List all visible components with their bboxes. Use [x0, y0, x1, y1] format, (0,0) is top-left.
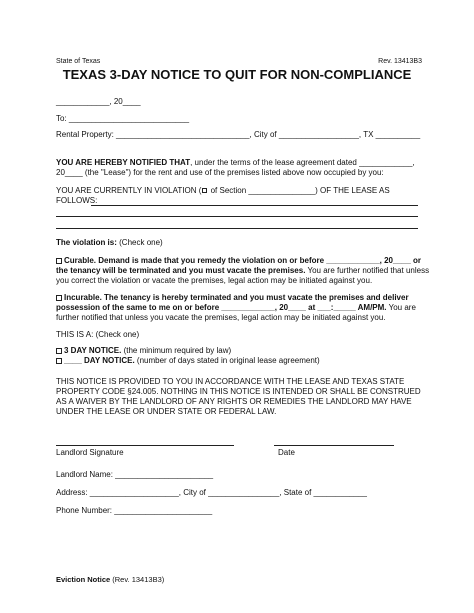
legal-notice-line-3: AS A WAIVER BY THE LANDLORD OF ANY RIGHTS OR REMEDIES THE LANDLORD MAY HAVE: [56, 397, 412, 406]
curable-line-3: you correct the violation or vacate the premises, legal action may be initiated against you.: [56, 276, 373, 285]
violation-type-heading: [56, 238, 163, 248]
curable-line-1: [56, 256, 421, 266]
check-one-text: (Check one): [116, 238, 163, 247]
custom-day-note: (number of days stated in original lease agreement): [134, 356, 320, 365]
custom-day-checkbox[interactable]: [56, 358, 62, 364]
notified-paragraph-line-1: [56, 158, 415, 168]
violation-is-label: The violation is:: [56, 238, 117, 247]
signature-line[interactable]: [56, 445, 234, 446]
incurable-line-2: [56, 303, 416, 313]
curable-checkbox[interactable]: [56, 258, 62, 264]
violation-blank-line-2[interactable]: [56, 216, 418, 217]
landlord-name-field[interactable]: Landlord Name: ______________________: [56, 470, 214, 479]
notified-paragraph-line-2: 20____ (the "Lease") for the rent and use of the premises listed above now occupied by you:: [56, 168, 384, 177]
legal-notice-line-1: THIS NOTICE IS PROVIDED TO YOU IN ACCORDANCE WITH THE LEASE AND TEXAS STATE: [56, 377, 405, 386]
incurable-deadline-text: possession of the same to me on or before ____________, 20____ at ___:_____ AM/PM.: [56, 303, 387, 312]
three-day-label: 3 DAY NOTICE.: [64, 346, 122, 355]
footer-title: Eviction Notice: [56, 575, 111, 584]
notified-heading: YOU ARE HEREBY NOTIFIED THAT: [56, 158, 191, 167]
curable-further-text: You are further notified that unless: [305, 266, 430, 275]
incurable-further-text: You are: [386, 303, 416, 312]
date-field[interactable]: ____________, 20____: [56, 97, 141, 106]
rental-property-field[interactable]: Rental Property: ______________________________, City of __________________, TX __________: [56, 130, 421, 139]
notified-text: , under the terms of the lease agreement dated ____________,: [190, 158, 415, 167]
document-title: TEXAS 3-DAY NOTICE TO QUIT FOR NON-COMPLIANCE: [62, 67, 412, 82]
three-day-option: [56, 346, 231, 356]
violation-blank-line-3[interactable]: [56, 228, 418, 229]
phone-field[interactable]: Phone Number: ______________________: [56, 506, 213, 515]
incurable-line-3: further notified that unless you vacate the premises, legal action may be initiated against you.: [56, 313, 386, 322]
address-field[interactable]: Address: ____________________, City of ________________, State of ____________: [56, 488, 367, 497]
custom-day-option: [56, 356, 320, 366]
this-is-a-label: THIS IS A: (Check one): [56, 330, 140, 339]
curable-demand-text: the tenancy will be terminated and you must vacate the premises.: [56, 266, 306, 275]
section-checkbox[interactable]: [202, 188, 207, 193]
date-signature-line[interactable]: [274, 445, 394, 446]
violation-blank-line-1[interactable]: [91, 205, 418, 206]
incurable-line-1: [56, 293, 409, 303]
footer: [56, 575, 164, 585]
three-day-note: (the minimum required by law): [121, 346, 232, 355]
follows-label: FOLLOWS:: [56, 196, 98, 205]
signature-label: Landlord Signature: [56, 448, 124, 457]
legal-notice-line-2: PROPERTY CODE §24.005. NOTHING IN THIS NOTICE IS INTENDED OR SHALL BE CONSTRUED: [56, 387, 421, 396]
curable-text: Curable. Demand is made that you remedy the violation on or before ____________, 20____ or: [64, 256, 422, 265]
incurable-checkbox[interactable]: [56, 295, 62, 301]
violation-line: [56, 186, 390, 196]
to-field[interactable]: To: ___________________________: [56, 114, 190, 123]
three-day-checkbox[interactable]: [56, 348, 62, 354]
violation-label: YOU ARE CURRENTLY IN VIOLATION (: [56, 186, 202, 195]
violation-section-text: of Section _______________) OF THE LEASE AS: [210, 186, 390, 195]
state-label: State of Texas: [56, 58, 101, 65]
legal-notice-line-4: UNDER THE LEASE OR UNDER STATE OR FEDERAL LAW.: [56, 407, 277, 416]
footer-revision: (Rev. 13413B3): [110, 575, 165, 584]
curable-line-2: [56, 266, 429, 276]
revision-label: Rev. 13413B3: [378, 58, 422, 65]
date-label: Date: [278, 448, 295, 457]
incurable-text: Incurable. The tenancy is hereby terminated and you must vacate the premises and deliver: [64, 293, 409, 302]
custom-day-label: ____ DAY NOTICE.: [64, 356, 135, 365]
